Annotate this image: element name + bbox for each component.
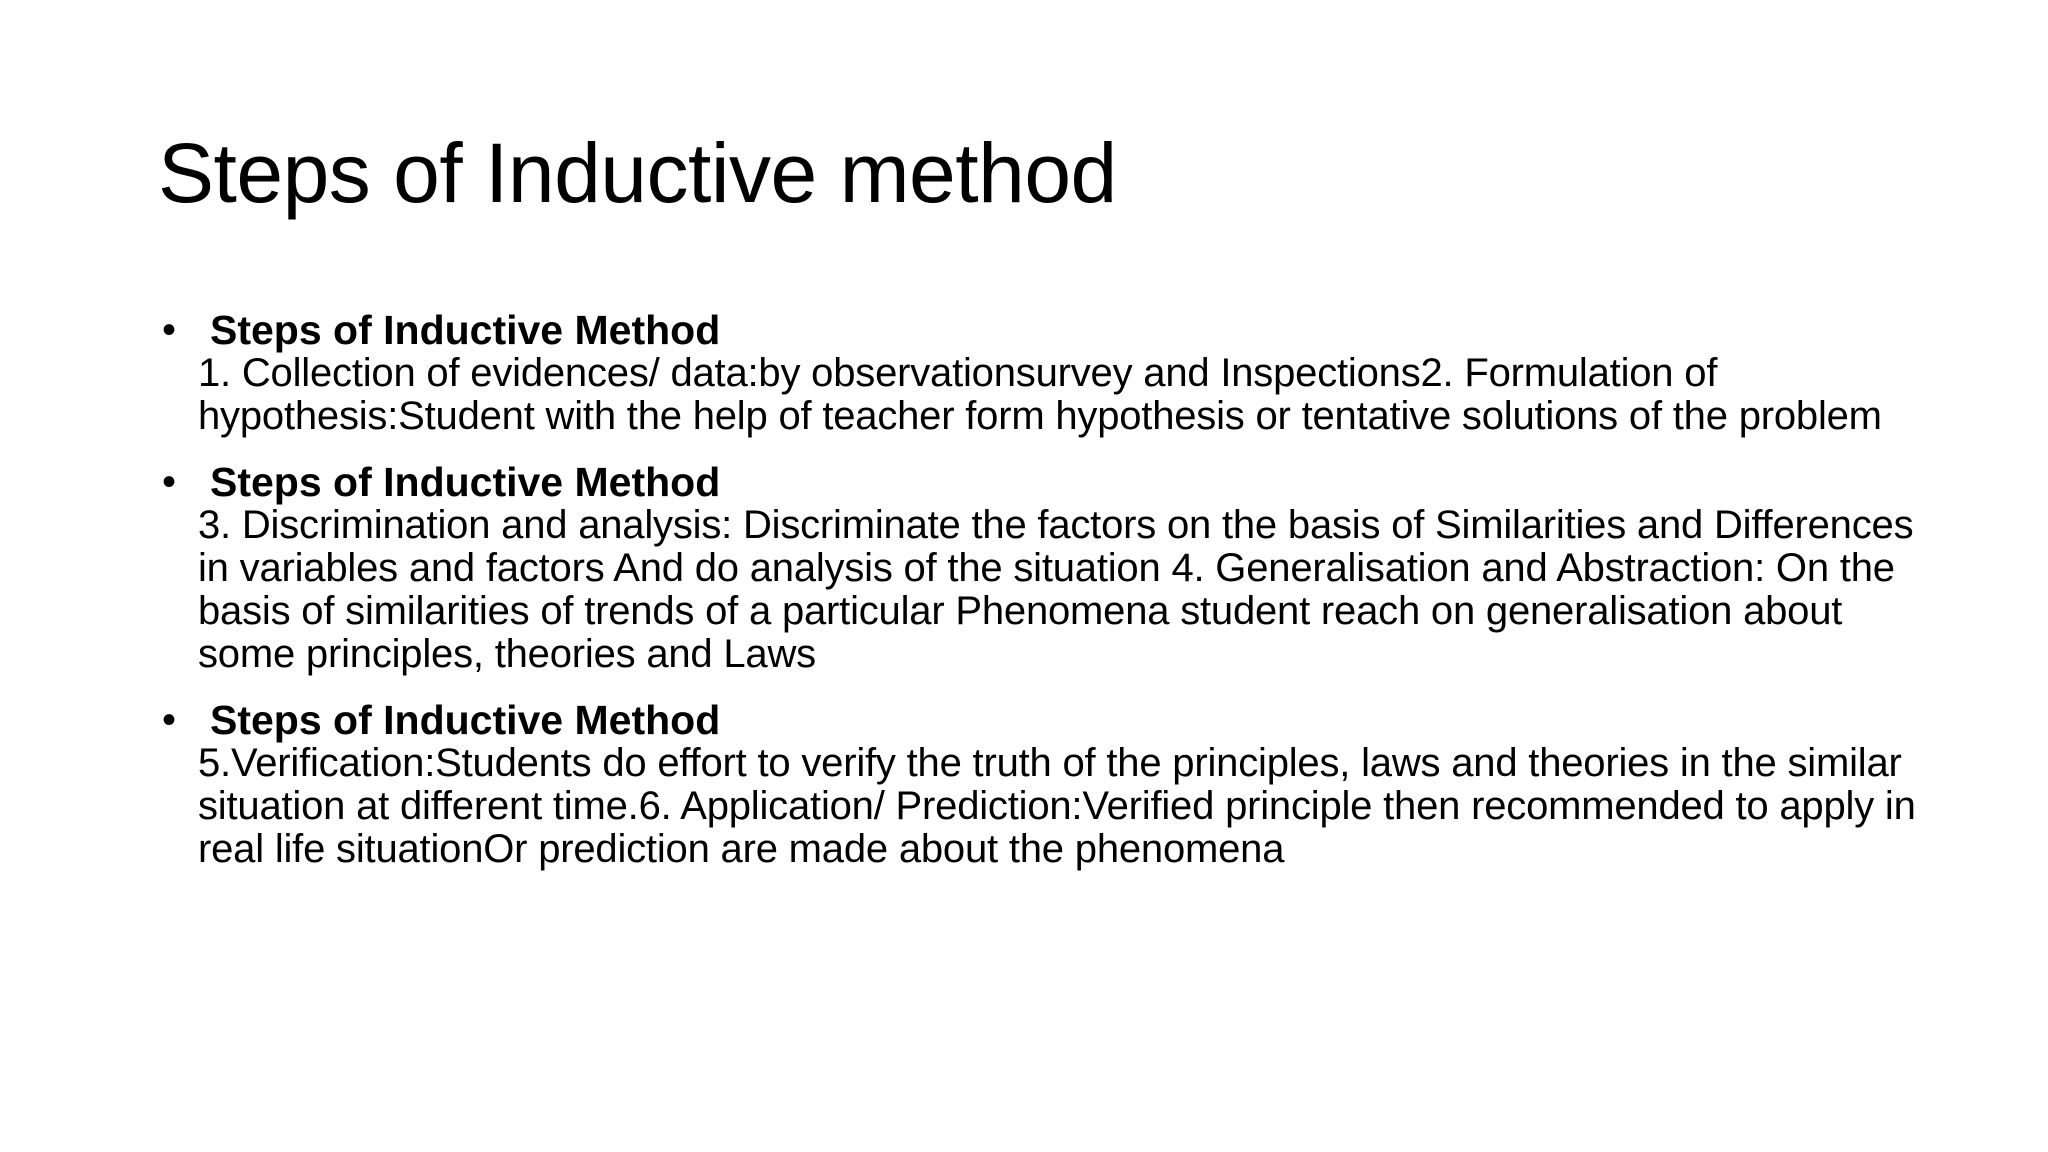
slide-title: Steps of Inductive method [158,126,1117,220]
bullet-list [160,308,1920,893]
bullet-item [160,698,1920,871]
bullet-icon: • [162,460,177,504]
bullet-heading: Steps of Inductive Method [210,697,721,743]
bullet-item [160,308,1920,438]
bullet-icon: • [162,308,177,352]
bullet-item [160,460,1920,676]
bullet-body: 3. Discrimination and analysis: Discriminate the factors on the basis of Similarities and Differences in variables and factors And do analysis of the situation 4. Generalisation and Abstraction: On the basis of similarities of trends of a particular Phenomena student reach on generalisation about some principles, theories and Laws [198,503,1914,676]
bullet-heading: Steps of Inductive Method [210,459,721,505]
bullet-body: 1. Collection of evidences/ data:by observationsurvey and Inspections2. Formulation of hypothesis:Student with the help of teacher form hypothesis or tentative solutions of the problem [198,351,1882,438]
bullet-icon: • [162,698,177,742]
bullet-body: 5.Verification:Students do effort to verify the truth of the principles, laws and theories in the similar situation at different time.6. Application/ Prediction:Verified principle then recommended to apply in real life situationOr prediction are made about the phenomena [198,741,1916,871]
bullet-heading: Steps of Inductive Method [210,307,721,353]
